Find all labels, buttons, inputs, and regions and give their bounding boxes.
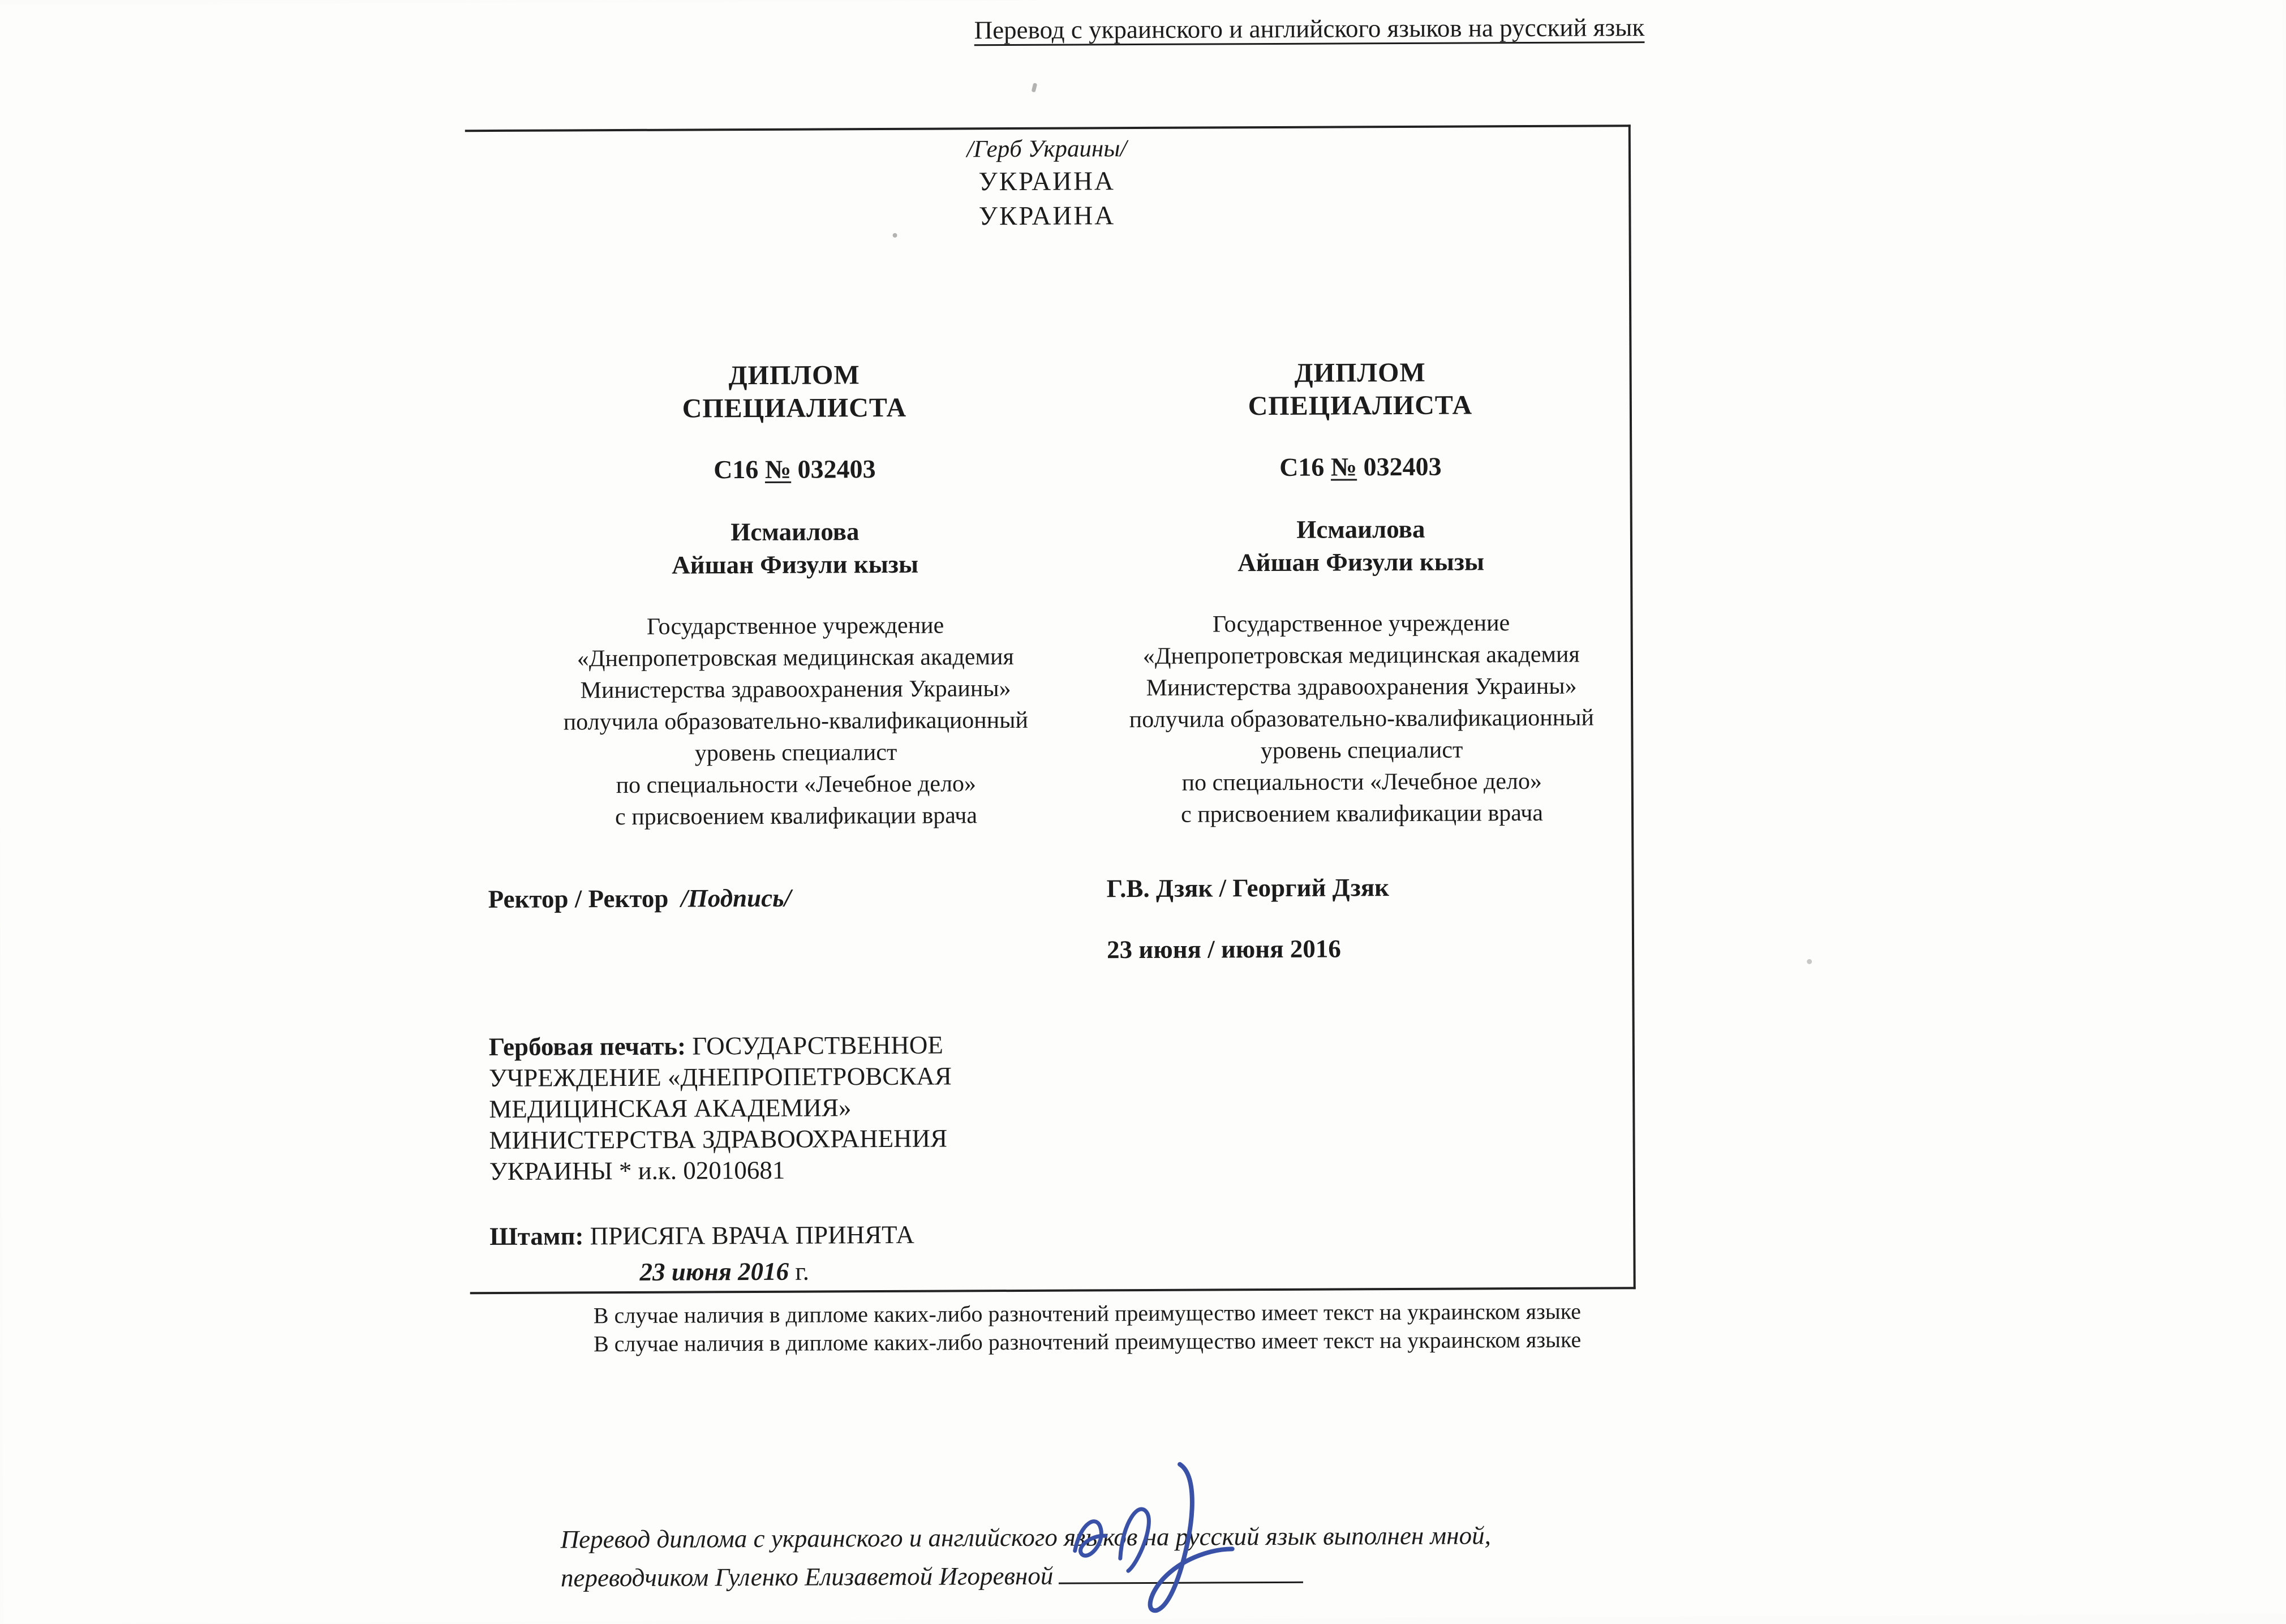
body-line: с присвоением квалификации врача bbox=[615, 802, 978, 831]
body-line: Министерства здравоохранения Украины» bbox=[1146, 673, 1577, 701]
body-line: Государственное учреждение bbox=[1212, 610, 1510, 638]
translator-name-text: переводчиком Гуленко Елизаветой Игоревной bbox=[560, 1561, 1054, 1592]
issue-date-line: 23 июня / июня 2016 bbox=[1106, 934, 1341, 964]
diploma-holder-name bbox=[506, 514, 1084, 582]
country-name-line-2: УКРАИНА bbox=[978, 201, 1116, 231]
language-precedence-disclaimer bbox=[540, 1297, 1635, 1358]
country-name-line-1: УКРАИНА bbox=[978, 166, 1116, 197]
body-line: «Днепропетровская медицинская академия bbox=[1142, 641, 1580, 669]
diploma-title bbox=[1092, 355, 1629, 423]
diploma-body-text bbox=[1092, 607, 1631, 831]
diploma-number bbox=[1092, 450, 1629, 483]
translation-direction-header bbox=[925, 12, 1694, 45]
diploma-title-line-1: ДИПЛОМ bbox=[1294, 357, 1426, 388]
rector-name-line: Г.В. Дзяк / Георгий Дзяк bbox=[1106, 873, 1390, 903]
body-line: Министерства здравоохранения Украины» bbox=[580, 676, 1011, 704]
stamp-date: 23 июня 2016 bbox=[639, 1257, 789, 1286]
disclaimer-line-2: В случае наличия в дипломе каких-либо разночтений преимущество имеет текст на украинском языке bbox=[593, 1326, 1582, 1357]
body-line: по специальности «Лечебное дело» bbox=[1181, 768, 1542, 796]
signature-stroke bbox=[1150, 1464, 1233, 1610]
signature-stroke bbox=[1075, 1522, 1105, 1556]
body-line: уровень специалист bbox=[694, 739, 897, 767]
stamp-text: ПРИСЯГА ВРАЧА ПРИНЯТА bbox=[590, 1220, 914, 1251]
diploma-column-english-translation bbox=[1090, 127, 1633, 1289]
official-seal-transcription bbox=[489, 1029, 1044, 1187]
signature-placeholder-note: /Подпись/ bbox=[681, 883, 792, 913]
diploma-series: С16 bbox=[714, 454, 759, 484]
diploma-title-line-2: СПЕЦИАЛИСТА bbox=[1248, 390, 1473, 422]
body-line: «Днепропетровская медицинская академия bbox=[577, 643, 1014, 672]
stamp-label: Штамп: bbox=[489, 1222, 584, 1251]
diploma-body-text bbox=[506, 609, 1085, 833]
diploma-number-value: 032403 bbox=[797, 454, 876, 484]
diploma-holder-name bbox=[1092, 512, 1630, 579]
seal-line bbox=[489, 1029, 1043, 1063]
body-line: получила образовательно-квалификационный bbox=[1129, 704, 1594, 733]
diploma-title-line-2: СПЕЦИАЛИСТА bbox=[682, 392, 907, 424]
diploma-number bbox=[506, 453, 1083, 485]
signature-stroke bbox=[1120, 1509, 1149, 1571]
holder-given-names: Айшан Физули кызы bbox=[1237, 547, 1485, 577]
body-line: по специальности «Лечебное дело» bbox=[616, 771, 977, 799]
rector-signature-line bbox=[488, 883, 792, 914]
scan-speck bbox=[1032, 83, 1038, 92]
translator-signature bbox=[1045, 1449, 1289, 1618]
coat-of-arms-note: /Герб Украины/ bbox=[966, 135, 1127, 163]
scan-speck bbox=[893, 233, 897, 238]
diploma-title bbox=[506, 358, 1083, 426]
body-line: Государственное учреждение bbox=[646, 612, 944, 640]
body-line: с присвоением квалификации врача bbox=[1181, 800, 1544, 828]
holder-surname: Исмаилова bbox=[731, 517, 860, 547]
translator-attestation-line-1: Перевод диплома с украинского и английского языков на русский язык выполнен мной, bbox=[560, 1521, 1491, 1554]
diploma-series: С16 bbox=[1279, 452, 1325, 482]
translation-direction-text: Перевод с украинского и английского языков на русский язык bbox=[974, 13, 1645, 45]
seal-label: Гербовая печать: bbox=[488, 1032, 686, 1062]
scan-speck bbox=[1807, 959, 1812, 964]
rector-label: Ректор / Ректор bbox=[488, 884, 669, 914]
diploma-table-frame bbox=[465, 124, 1636, 1294]
stamp-transcription bbox=[489, 1220, 914, 1251]
diploma-title-line-1: ДИПЛОМ bbox=[728, 360, 860, 391]
seal-line: УЧРЕЖДЕНИЕ «ДНЕПРОПЕТРОВСКАЯ bbox=[488, 1062, 952, 1093]
stamp-date-suffix: г. bbox=[795, 1257, 810, 1286]
holder-surname: Исмаилова bbox=[1296, 514, 1425, 544]
body-line: получила образовательно-квалификационный bbox=[563, 707, 1029, 736]
numero-sign: № bbox=[764, 454, 792, 484]
seal-text: ГОСУДАРСТВЕННОЕ bbox=[692, 1030, 943, 1060]
diploma-number-value: 032403 bbox=[1363, 452, 1442, 482]
holder-given-names: Айшан Физули кызы bbox=[672, 549, 919, 579]
translator-attestation bbox=[560, 1516, 1491, 1597]
translator-attestation-line-2 bbox=[561, 1554, 1491, 1597]
seal-line: МИНИСТЕРСТВА ЗДРАВООХРАНЕНИЯ bbox=[489, 1124, 948, 1155]
seal-line: УКРАИНЫ * и.к. 02010681 bbox=[489, 1155, 785, 1186]
seal-line: МЕДИЦИНСКАЯ АКАДЕМИЯ» bbox=[489, 1093, 852, 1124]
disclaimer-line-1: В случае наличия в дипломе каких-либо разночтений преимущество имеет текст на украинском языке bbox=[593, 1298, 1582, 1329]
stamp-date-line bbox=[639, 1257, 809, 1287]
numero-sign: № bbox=[1330, 452, 1357, 482]
body-line: уровень специалист bbox=[1260, 737, 1463, 764]
